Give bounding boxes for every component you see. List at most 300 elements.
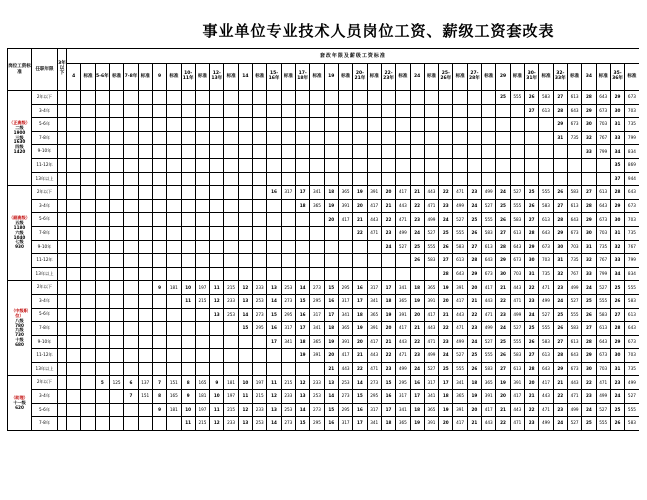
salary-grade-cell <box>296 104 310 118</box>
salary-grade-cell <box>238 145 252 159</box>
salary-grade-cell: 24 <box>467 335 481 349</box>
salary-grade-cell: 26 <box>525 335 539 349</box>
salary-amount-cell: 583 <box>567 322 581 336</box>
salary-amount-cell <box>338 145 352 159</box>
salary-grade-cell <box>467 131 481 145</box>
salary-amount-cell: 703 <box>596 118 610 132</box>
column-header-years: 32-33年 <box>553 64 567 91</box>
salary-amount-cell <box>281 104 295 118</box>
salary-amount-cell <box>482 131 496 145</box>
salary-amount-cell <box>310 91 324 105</box>
salary-grade-cell: 14 <box>267 294 281 308</box>
salary-grade-cell <box>467 158 481 172</box>
salary-grade-cell <box>67 254 81 268</box>
salary-grade-cell <box>496 104 510 118</box>
salary-amount-cell: 583 <box>539 335 553 349</box>
salary-grade-cell <box>210 172 224 186</box>
table-row <box>8 118 640 132</box>
salary-grade-cell: 21 <box>439 308 453 322</box>
salary-grade-cell <box>553 172 567 186</box>
salary-amount-cell <box>224 362 238 376</box>
salary-grade-cell <box>67 376 81 390</box>
salary-grade-cell <box>124 240 138 254</box>
salary-amount-cell <box>195 158 209 172</box>
salary-amount-cell <box>424 145 438 159</box>
salary-amount-cell <box>224 349 238 363</box>
salary-amount-cell <box>109 362 123 376</box>
salary-amount-cell: 527 <box>482 335 496 349</box>
salary-amount-cell <box>482 91 496 105</box>
salary-grade-cell: 25 <box>610 403 624 417</box>
salary-grade-cell: 17 <box>381 281 395 295</box>
salary-grade-cell: 13 <box>238 294 252 308</box>
salary-grade-cell <box>238 158 252 172</box>
salary-amount-cell <box>109 213 123 227</box>
salary-grade-cell: 32 <box>582 254 596 268</box>
salary-amount-cell: 613 <box>482 240 496 254</box>
salary-grade-cell: 14 <box>353 376 367 390</box>
under-3-years-cell <box>58 308 67 322</box>
salary-grade-cell <box>553 145 567 159</box>
salary-amount-cell <box>424 118 438 132</box>
salary-grade-cell <box>124 281 138 295</box>
salary-amount-cell <box>224 240 238 254</box>
salary-grade-cell: 25 <box>439 226 453 240</box>
salary-grade-cell <box>181 308 195 322</box>
salary-grade-cell: 24 <box>381 240 395 254</box>
salary-amount-cell: 767 <box>625 240 639 254</box>
salary-amount-cell <box>424 91 438 105</box>
salary-grade-cell <box>67 158 81 172</box>
salary-grade-cell: 23 <box>439 199 453 213</box>
salary-amount-cell: 527 <box>482 199 496 213</box>
salary-amount-cell <box>109 158 123 172</box>
salary-grade-cell <box>210 145 224 159</box>
salary-grade-cell <box>525 172 539 186</box>
salary-grade-cell: 30 <box>525 254 539 268</box>
salary-grade-cell: 33 <box>582 145 596 159</box>
column-header-years: 7-8年 <box>124 64 138 91</box>
salary-amount-cell: 137 <box>138 376 152 390</box>
salary-amount-cell: 443 <box>338 362 352 376</box>
salary-grade-cell <box>210 118 224 132</box>
salary-grade-cell: 18 <box>353 308 367 322</box>
salary-grade-cell <box>238 199 252 213</box>
salary-amount-cell: 583 <box>453 240 467 254</box>
salary-grade-cell <box>210 104 224 118</box>
salary-amount-cell: 527 <box>510 322 524 336</box>
salary-grade-cell: 25 <box>525 322 539 336</box>
salary-amount-cell <box>453 104 467 118</box>
column-header-standard: 标准 <box>482 64 496 91</box>
header-row <box>8 64 640 91</box>
salary-amount-cell: 583 <box>539 199 553 213</box>
salary-grade-cell <box>152 240 166 254</box>
salary-amount-cell: 417 <box>338 349 352 363</box>
salary-grade-cell: 8 <box>152 390 166 404</box>
salary-amount-cell <box>224 172 238 186</box>
salary-grade-cell <box>152 226 166 240</box>
tenure-cell: 3-4年 <box>32 390 58 404</box>
salary-grade-cell: 12 <box>238 403 252 417</box>
salary-amount-cell <box>539 172 553 186</box>
salary-grade-cell <box>410 267 424 281</box>
salary-amount-cell: 471 <box>396 213 410 227</box>
table-row <box>8 376 640 390</box>
salary-grade-cell <box>410 131 424 145</box>
salary-amount-cell <box>253 186 267 200</box>
salary-amount-cell <box>109 104 123 118</box>
position-level-label: （副高级） <box>9 215 30 221</box>
salary-grade-cell <box>152 104 166 118</box>
salary-amount-cell: 499 <box>424 349 438 363</box>
tenure-cell: 3-4年 <box>32 104 58 118</box>
salary-amount-cell <box>482 158 496 172</box>
salary-grade-cell: 21 <box>496 281 510 295</box>
salary-grade-cell <box>324 158 338 172</box>
salary-grade-cell <box>152 91 166 105</box>
salary-amount-cell <box>338 118 352 132</box>
salary-grade-cell: 12 <box>210 417 224 431</box>
salary-amount-cell <box>510 145 524 159</box>
salary-amount-cell <box>396 158 410 172</box>
salary-grade-cell <box>152 335 166 349</box>
salary-grade-cell <box>181 172 195 186</box>
salary-amount-cell <box>281 349 295 363</box>
salary-grade-cell: 19 <box>353 322 367 336</box>
salary-grade-cell <box>124 322 138 336</box>
salary-amount-cell: 643 <box>567 349 581 363</box>
salary-amount-cell: 341 <box>424 390 438 404</box>
column-header-standard: 标准 <box>138 64 152 91</box>
salary-grade-cell: 28 <box>553 349 567 363</box>
salary-grade-cell: 23 <box>467 186 481 200</box>
salary-amount-cell <box>138 240 152 254</box>
salary-grade-cell <box>67 267 81 281</box>
salary-amount-cell <box>224 91 238 105</box>
under-3-years-cell <box>58 213 67 227</box>
salary-grade-cell: 10 <box>181 281 195 295</box>
tenure-cell: 11-12年 <box>32 349 58 363</box>
salary-grade-cell: 15 <box>353 390 367 404</box>
salary-grade-cell <box>95 226 109 240</box>
salary-amount-cell <box>539 158 553 172</box>
salary-amount-cell: 583 <box>625 294 639 308</box>
position-grade-cell <box>8 376 32 430</box>
salary-amount-cell <box>167 118 181 132</box>
salary-amount-cell: 391 <box>338 335 352 349</box>
salary-grade-cell: 29 <box>610 335 624 349</box>
salary-grade-cell <box>267 267 281 281</box>
salary-amount-cell <box>138 226 152 240</box>
salary-amount-cell: 499 <box>482 186 496 200</box>
salary-amount-cell: 799 <box>596 145 610 159</box>
salary-grade-cell: 30 <box>582 118 596 132</box>
salary-amount-cell: 341 <box>453 376 467 390</box>
salary-amount-cell: 197 <box>253 376 267 390</box>
salary-grade-cell <box>267 145 281 159</box>
tenure-cell: 5-6年 <box>32 308 58 322</box>
salary-grade-cell <box>67 294 81 308</box>
salary-amount-cell: 341 <box>338 308 352 322</box>
column-header-standard: 标准 <box>424 64 438 91</box>
salary-amount-cell <box>109 172 123 186</box>
salary-amount-cell: 555 <box>510 91 524 105</box>
salary-grade-cell <box>181 322 195 336</box>
salary-grade-cell: 23 <box>381 362 395 376</box>
salary-amount-cell <box>109 294 123 308</box>
salary-grade-cell: 24 <box>410 362 424 376</box>
salary-grade-cell: 21 <box>324 362 338 376</box>
salary-grade-cell <box>124 335 138 349</box>
page-title: 事业单位专业技术人员岗位工资、薪级工资套改表 <box>202 22 555 40</box>
tenure-cell: 11-12年 <box>32 254 58 268</box>
column-header-years: 4 <box>67 64 81 91</box>
salary-grade-cell <box>296 213 310 227</box>
table-row <box>8 390 640 404</box>
salary-amount-cell <box>310 131 324 145</box>
salary-grade-cell <box>152 172 166 186</box>
salary-amount-cell: 443 <box>510 403 524 417</box>
salary-grade-cell <box>324 145 338 159</box>
salary-grade-cell <box>152 294 166 308</box>
salary-grade-cell: 11 <box>267 376 281 390</box>
salary-amount-cell <box>109 186 123 200</box>
salary-grade-cell <box>381 267 395 281</box>
salary-grade-cell <box>353 91 367 105</box>
salary-grade-cell: 15 <box>324 403 338 417</box>
salary-grade-cell <box>353 172 367 186</box>
salary-grade-cell <box>67 240 81 254</box>
salary-grade-cell <box>267 362 281 376</box>
salary-amount-cell: 417 <box>338 213 352 227</box>
salary-amount-cell <box>453 172 467 186</box>
tenure-cell: 13年以上 <box>32 172 58 186</box>
salary-amount-cell <box>138 294 152 308</box>
salary-amount-cell: 527 <box>453 213 467 227</box>
salary-grade-cell: 20 <box>439 417 453 431</box>
salary-amount-cell: 341 <box>281 335 295 349</box>
salary-amount-cell <box>81 417 95 431</box>
salary-grade-cell: 21 <box>381 199 395 213</box>
salary-grade-cell: 12 <box>210 294 224 308</box>
salary-amount-cell <box>253 254 267 268</box>
salary-amount-cell: 317 <box>338 417 352 431</box>
salary-amount-cell <box>138 158 152 172</box>
salary-amount-cell <box>482 104 496 118</box>
salary-grade-cell: 30 <box>610 213 624 227</box>
salary-grade-cell: 21 <box>467 294 481 308</box>
salary-amount-cell: 253 <box>281 281 295 295</box>
salary-amount-cell <box>167 335 181 349</box>
salary-amount-cell: 869 <box>625 158 639 172</box>
salary-amount-cell: 317 <box>396 390 410 404</box>
salary-grade-cell <box>267 91 281 105</box>
salary-grade-cell: 24 <box>496 322 510 336</box>
salary-amount-cell <box>109 281 123 295</box>
salary-amount-cell: 673 <box>510 254 524 268</box>
salary-grade-cell: 18 <box>381 294 395 308</box>
salary-amount-cell: 471 <box>367 362 381 376</box>
salary-amount-cell <box>281 362 295 376</box>
under-3-years-cell <box>58 294 67 308</box>
salary-grade-cell <box>181 91 195 105</box>
salary-grade-cell: 28 <box>525 226 539 240</box>
salary-grade-cell: 21 <box>410 322 424 336</box>
column-group-caption: 套改年限及薪级工资标准 <box>67 49 640 64</box>
salary-amount-cell: 443 <box>396 335 410 349</box>
salary-grade-cell <box>267 104 281 118</box>
salary-amount-cell: 555 <box>424 240 438 254</box>
table-row <box>8 294 640 308</box>
salary-amount-cell: 471 <box>510 294 524 308</box>
salary-grade-cell <box>381 118 395 132</box>
salary-grade-cell <box>324 254 338 268</box>
salary-grade-cell: 20 <box>439 294 453 308</box>
salary-grade-cell <box>152 213 166 227</box>
salary-grade-cell <box>496 145 510 159</box>
salary-amount-cell <box>424 158 438 172</box>
salary-amount-cell: 471 <box>424 199 438 213</box>
salary-grade-cell: 20 <box>381 322 395 336</box>
salary-amount-cell <box>167 158 181 172</box>
salary-grade-cell <box>267 158 281 172</box>
salary-amount-cell <box>167 199 181 213</box>
salary-amount-cell: 499 <box>482 322 496 336</box>
salary-amount-cell: 197 <box>195 403 209 417</box>
salary-grade-cell <box>95 403 109 417</box>
salary-grade-cell <box>181 186 195 200</box>
salary-amount-cell <box>109 254 123 268</box>
salary-amount-cell <box>81 294 95 308</box>
salary-grade-cell <box>181 118 195 132</box>
salary-grade-cell: 30 <box>610 104 624 118</box>
salary-grade-cell: 32 <box>582 131 596 145</box>
salary-amount-cell <box>167 294 181 308</box>
salary-grade-cell: 25 <box>525 186 539 200</box>
salary-grade-cell: 11 <box>181 417 195 431</box>
salary-amount-cell <box>138 308 152 322</box>
salary-grade-cell <box>95 254 109 268</box>
salary-amount-cell: 317 <box>338 294 352 308</box>
salary-grade-cell: 24 <box>467 199 481 213</box>
salary-amount-cell: 555 <box>596 294 610 308</box>
salary-grade-cell: 22 <box>439 322 453 336</box>
tenure-cell: 2年以下 <box>32 91 58 105</box>
salary-grade-cell: 29 <box>610 199 624 213</box>
salary-amount-cell: 673 <box>625 199 639 213</box>
salary-grade-cell <box>67 417 81 431</box>
table-row <box>8 240 640 254</box>
salary-grade-cell: 22 <box>410 199 424 213</box>
column-header-years: 25-26年 <box>439 64 453 91</box>
salary-amount-cell <box>310 362 324 376</box>
salary-amount-cell: 735 <box>625 118 639 132</box>
grade-pay: 780 <box>15 322 24 328</box>
salary-grade-cell <box>267 213 281 227</box>
under-3-years-cell <box>58 172 67 186</box>
salary-grade-cell: 14 <box>267 417 281 431</box>
salary-amount-cell <box>224 213 238 227</box>
column-header-standard: 标准 <box>453 64 467 91</box>
salary-grade-cell <box>267 172 281 186</box>
salary-grade-cell: 7 <box>124 390 138 404</box>
salary-amount-cell: 233 <box>253 281 267 295</box>
salary-amount-cell <box>167 240 181 254</box>
salary-amount-cell: 499 <box>424 213 438 227</box>
salary-grade-cell: 27 <box>496 226 510 240</box>
salary-grade-cell: 23 <box>525 294 539 308</box>
salary-grade-cell: 19 <box>410 294 424 308</box>
under-3-years-cell <box>58 226 67 240</box>
salary-amount-cell: 527 <box>596 403 610 417</box>
salary-amount-cell <box>482 145 496 159</box>
salary-grade-cell <box>124 308 138 322</box>
salary-grade-cell <box>67 199 81 213</box>
header-row <box>8 49 640 64</box>
salary-grade-cell: 18 <box>439 390 453 404</box>
salary-amount-cell: 499 <box>510 308 524 322</box>
salary-amount-cell: 735 <box>596 240 610 254</box>
salary-grade-cell <box>381 145 395 159</box>
salary-grade-cell <box>95 294 109 308</box>
salary-amount-cell <box>81 199 95 213</box>
salary-amount-cell: 643 <box>539 362 553 376</box>
salary-grade-cell: 29 <box>553 118 567 132</box>
salary-grade-cell <box>210 322 224 336</box>
salary-amount-cell: 583 <box>567 186 581 200</box>
grade-name: 四级 <box>15 144 24 150</box>
salary-amount-cell: 613 <box>453 254 467 268</box>
salary-amount-cell <box>138 104 152 118</box>
under-3-years-cell <box>58 91 67 105</box>
salary-grade-cell <box>181 226 195 240</box>
salary-amount-cell: 417 <box>539 376 553 390</box>
salary-grade-cell: 21 <box>410 186 424 200</box>
salary-amount-cell <box>310 118 324 132</box>
salary-amount-cell <box>281 158 295 172</box>
salary-amount-cell <box>195 131 209 145</box>
salary-amount-cell <box>453 118 467 132</box>
salary-amount-cell <box>281 91 295 105</box>
salary-grade-cell <box>181 131 195 145</box>
salary-grade-cell: 29 <box>525 240 539 254</box>
salary-amount-cell: 555 <box>510 335 524 349</box>
salary-grade-cell: 29 <box>610 91 624 105</box>
salary-amount-cell: 417 <box>510 390 524 404</box>
column-header-years: 5-6年 <box>95 64 109 91</box>
salary-grade-cell <box>124 213 138 227</box>
salary-amount-cell <box>253 158 267 172</box>
salary-amount-cell: 391 <box>453 403 467 417</box>
salary-amount-cell: 527 <box>510 186 524 200</box>
salary-grade-cell: 23 <box>610 376 624 390</box>
salary-amount-cell: 215 <box>224 403 238 417</box>
salary-grade-cell: 19 <box>324 335 338 349</box>
salary-grade-cell: 10 <box>238 376 252 390</box>
salary-grade-cell <box>181 335 195 349</box>
column-header-standard: 标准 <box>253 64 267 91</box>
salary-grade-cell: 14 <box>296 403 310 417</box>
position-grade-cell <box>8 186 32 281</box>
salary-grade-cell: 30 <box>582 362 596 376</box>
salary-grade-cell: 34 <box>610 267 624 281</box>
salary-grade-cell: 9 <box>210 376 224 390</box>
salary-grade-cell: 24 <box>525 308 539 322</box>
salary-amount-cell: 555 <box>482 349 496 363</box>
salary-grade-cell: 26 <box>553 186 567 200</box>
salary-grade-cell <box>238 254 252 268</box>
